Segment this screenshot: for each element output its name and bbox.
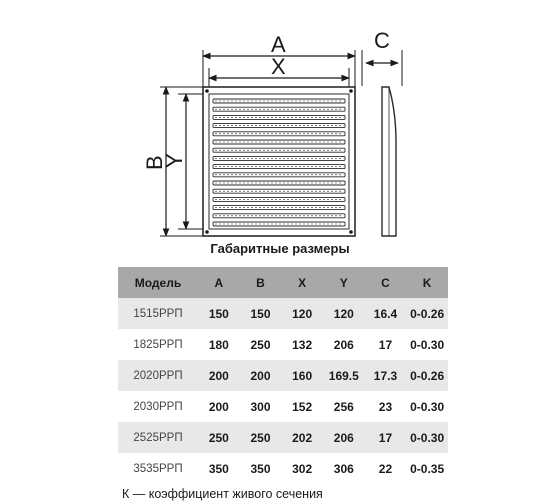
- table-row: [118, 329, 448, 360]
- cell-k: 0-0.26: [406, 298, 448, 329]
- cell-y: 206: [323, 422, 365, 453]
- dim-y-label: Y: [162, 153, 187, 168]
- col-header-x: X: [281, 267, 323, 298]
- table-row: [118, 453, 448, 484]
- cell-y: 120: [323, 298, 365, 329]
- cell-y: 306: [333, 461, 354, 476]
- cell-k: 0-0.30: [410, 399, 445, 414]
- cell-model: 3535РРП: [133, 462, 183, 475]
- cell-c: 22: [378, 461, 393, 476]
- grille-front-view: [203, 87, 355, 236]
- cell-k: 0-0.30: [410, 337, 445, 352]
- cell-a: 350: [208, 461, 229, 476]
- dim-x-label: X: [271, 54, 286, 79]
- col-header-b: B: [240, 267, 282, 298]
- col-header-model: Модель: [118, 267, 198, 298]
- cell-y: 169.5: [323, 360, 365, 391]
- cell-x: 152: [292, 399, 313, 414]
- col-header-k: K: [406, 267, 448, 298]
- cell-a: 180: [208, 337, 229, 352]
- table-row: [118, 360, 448, 391]
- cell-b: 150: [240, 298, 282, 329]
- cell-a: 200: [198, 360, 240, 391]
- cell-x: 120: [281, 298, 323, 329]
- footnote: К — коэффициент живого сечения: [122, 487, 323, 501]
- cell-y: 206: [333, 337, 354, 352]
- cell-b: 300: [250, 399, 271, 414]
- cell-model: 2020РРП: [118, 360, 198, 391]
- col-header-y: Y: [323, 267, 365, 298]
- cell-x: 202: [281, 422, 323, 453]
- dimensions-table: [118, 267, 448, 484]
- cell-k: 0-0.30: [406, 422, 448, 453]
- cell-y: 256: [333, 399, 354, 414]
- cell-k: 0-0.35: [410, 461, 445, 476]
- drawing-caption: Габаритные размеры: [210, 241, 350, 256]
- cell-c: 23: [378, 399, 393, 414]
- cell-a: 150: [198, 298, 240, 329]
- cell-x: 160: [281, 360, 323, 391]
- cell-k: 0-0.26: [406, 360, 448, 391]
- table-row: [118, 422, 448, 453]
- table-header-row: [118, 267, 448, 298]
- cell-c: 17.3: [365, 360, 407, 391]
- cell-c: 16.4: [365, 298, 407, 329]
- table-row: [118, 298, 448, 329]
- cell-b: 200: [240, 360, 282, 391]
- cell-a: 200: [208, 399, 229, 414]
- cell-model: 1515РРП: [118, 298, 198, 329]
- cell-b: 250: [240, 422, 282, 453]
- cell-x: 302: [292, 461, 313, 476]
- cell-b: 250: [250, 337, 271, 352]
- cell-model: 2525РРП: [118, 422, 198, 453]
- cell-b: 350: [250, 461, 271, 476]
- dim-c-label: C: [374, 28, 390, 53]
- cell-model: 2030РРП: [133, 400, 183, 413]
- cell-model: 1825РРП: [133, 338, 183, 351]
- cell-c: 17: [378, 337, 393, 352]
- table-row: [118, 391, 448, 422]
- cell-x: 132: [292, 337, 313, 352]
- dim-a-label: A: [271, 32, 286, 57]
- cell-c: 17: [365, 422, 407, 453]
- cell-a: 250: [198, 422, 240, 453]
- col-header-c: C: [365, 267, 407, 298]
- dim-b-label: B: [142, 155, 167, 170]
- col-header-a: A: [198, 267, 240, 298]
